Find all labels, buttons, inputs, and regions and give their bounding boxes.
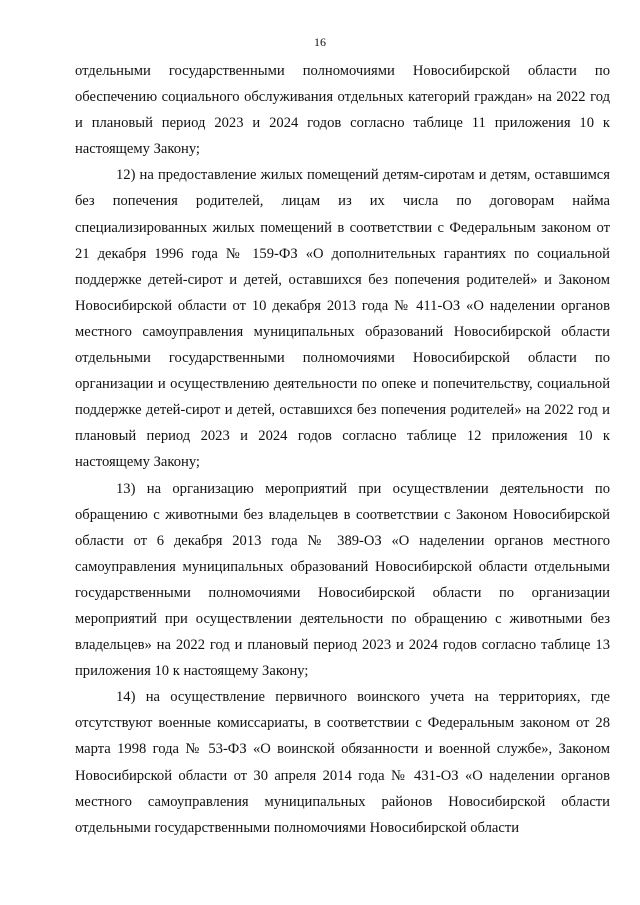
paragraph-item-13: 13) на организацию мероприятий при осуществлении деятельности по обращению с животными без владельцев в соответствии с Законом Новосибирской области от 6 декабря 2013 года № 389-ОЗ «О наделении органов местного самоуправления муниципальных образований Новосибирской области отдельными государственными полномочиями Новосибирской области по организации мероприятий при осуществлении деятельности по обращению с животными без владельцев» на 2022 год и плановый период 2023 и 2024 годов согласно таблице 13 приложения 10 к настоящему Закону; [75,480,610,680]
paragraph-item-14: 14) на осуществление первичного воинского учета на территориях, где отсутствуют военные комиссариаты, в соответствии с Федеральным законом от 28 марта 1998 года № 53-ФЗ «О воинской обязанности и военной службе», Законом Новосибирской области от 30 апреля 2014 года № 431-ОЗ «О наделении органов местного самоуправления муниципальных районов Новосибирской области отдельными государственными полномочиями Новосибирской области [75,689,610,836]
paragraph-continuation: отдельными государственными полномочиями Новосибирской области по обеспечению социального обслуживания отдельных категорий граждан» на 2022 год и плановый период 2023 и 2024 годов согласно таблице 11 приложения 10 к настоящему Закону; [75,63,610,158]
page-number: 16 [314,35,326,49]
body-text [75,58,610,841]
paragraph-item-12: 12) на предоставление жилых помещений детям-сиротам и детям, оставшимся без попечения родителей, лицам из их числа по договорам найма специализированных жилых помещений в соответствии с Федеральным законом от 21 декабря 1996 года № 159-ФЗ «О дополнительных гарантиях по социальной поддержке детей-сирот и детей, оставшихся без попечения родителей» и Законом Новосибирской области от 10 декабря 2013 года № 411-ОЗ «О наделении органов местного самоуправления муниципальных образований Новосибирской области отдельными государственными полномочиями Новосибирской области по организации и осуществлению деятельности по опеке и попечительству, социальной поддержке детей-сирот и детей, оставшихся без попечения родителей» на 2022 год и плановый период 2023 и 2024 годов согласно таблице 12 приложения 10 к настоящему Закону; [75,167,610,471]
